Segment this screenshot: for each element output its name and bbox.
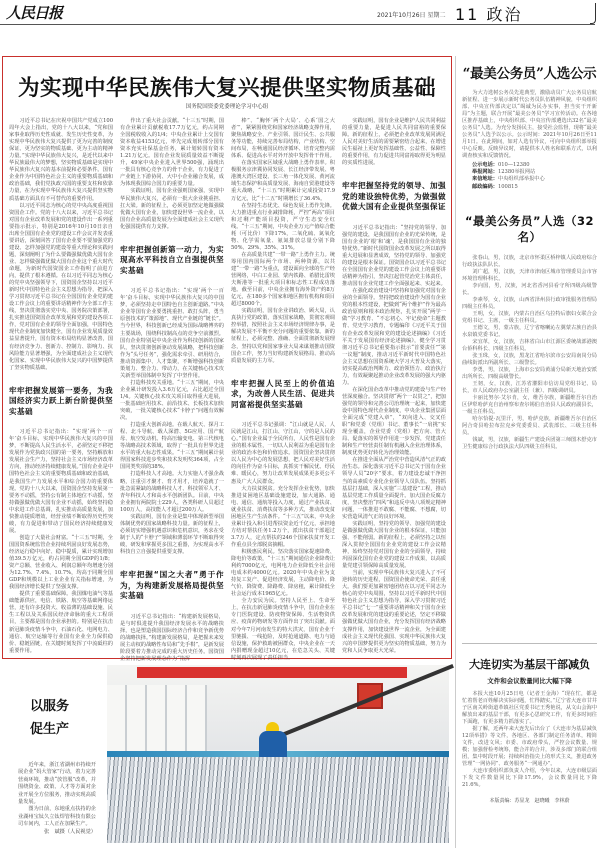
body-paragraph: 习近平总书记指出：“实现‘两个一百年’奋斗目标，实现中华民族伟大复兴的中国梦，必须坚持走中国特色自主创新道路。”中央企业等国有企业要勇挑重担、敢打头阵，勇当原创技术的“策源地”、现代产业链的“链长”。当今世界，科技创新已经成为国际战略博弈的主要战场，围绕科技制高点的竞争空前激烈。国有企业特别是中央企业作为科技创新的国家队，坚决贯彻创新驱动发展战略，把科技创新作为“头号任务”，强化需求牵引、研用结合，推动资源集中、人才集聚，不断增强科技创新策划力、整合力、带动力，在关键核心技术攻关新型举国体制中发挥了中坚作用。 (120, 288, 224, 379)
photo-helmet (266, 722, 279, 731)
body-paragraph: 全力安民为民。坚持人民至上、生命至上，在抗击新冠肺炎疫情斗争中，国有企业在专门医院建设、防疫物资保障、生活物资供应、疫苗药物研发等方面作出了突出贡献。面对今年7月河南发生的特大洪灾，国有企业千里驰援、一线抢险，及时抢通道路、电力与通信设施，保护救助被困群众，中央企业在一天内捐赠现金超过10亿元，在危急关头、关键时刻再次展现了责任担当。 (231, 598, 335, 661)
body-paragraph: 实践证明，国有企业讲政治、顾大局，认真执行党的政策，落实国家战略，贯彻宏观调控举措，按照社会主义市场经济规律办事，是解决发展不平衡不充分问题的重要依靠。新的征程上，必须完整、准确、全面贯彻新发展理念，坚持以党和国家事业大局来谋划推动国资国企工作，努力当好构建新发展格局、推动高质量发展的主力军。 (231, 308, 335, 364)
body-paragraph: 在推进全面从严治党中营造风清气正的政治生态。深化落实习近平总书记关于国有企业领导人员“20字”要求，着力建设忠诚干净担当的高素质专业化企业领导人员队伍。坚持抓基层打基础，深入实施“三基建设”工程，推动基层党建工作质量全面提升。加大国企反腐力度，坚决整治“四风”和违反中央八项规定精神问题，一体推进不敢腐、不能腐、不想腐，切实营造风清气正的良好环境。 (342, 457, 446, 520)
candidate-entry: 王德文，男，蒙古族，辽宁省喀喇沁左翼蒙古族自治县水泉镇党委书记。 (462, 324, 597, 338)
body-paragraph: 创造了大量社会财富。“十三五”时期，全国国资系统监管企业持续巩固良好发展态势，经济运行稳中向好、稳中提质，累计实现增加值39.5万亿元，约占同期全国GDP的1/8；资产总额、营业收入、利润总额年均增速分别为12.7%、7.4%、10.7%，均高于同期全国GDP和规模以上工业企业有关指标增速，为我国经济增长提供了坚强支撑。 (9, 534, 113, 591)
candidate-entry: 宋宜革，女，汉族，吉林省白山市江源区委统战部港澳台侨科科长、四级主任科员。 (462, 338, 597, 352)
masthead-corner-rule (590, 3, 596, 24)
right-column (462, 56, 597, 804)
notice-contacts (462, 162, 597, 191)
candidate-entry: 张春山，男，汉族，北京市怀柔区桥梓镇人民政府综合行政执法队队长。 (462, 254, 597, 268)
body-paragraph: 实践证明，国有企业强则国家强，实现中华民族伟大复兴，必须有一批大企业挑重担、扛大梁。新的征程上，必须更加坚定地做强做优做大国有企业，加快建设世界一流企业，以国有企业高质量发展为全面建成社会主义现代化强国提供有力支撑。 (120, 188, 224, 230)
body-paragraph: 在深化国企改革中推动党的建设与生产经营深度融合。坚决贯彻“两个一以贯之”，把加强党的领导和完善公司治理统一起来，加快建设中国特色现代企业制度，中央企业集团层面全面完成“党建入章”，“双向进入、交叉任职”和党委（党组）书记、董事长“一肩挑”实现全覆盖，企业党委（党组）把方向、管大局、促落实的领导作用进一步发挥，党建责任制和生产经营责任制有机融入企业治理体系，制度优势更好转化为治理效能。 (342, 386, 446, 457)
candidate-entry: 李素琴，女，汉族，山西省泽州县行政审批服务管理局四级主任科员。 (462, 296, 597, 310)
dalian-body (462, 691, 597, 789)
body-paragraph: 在落实国家区域重大战略上勇作表率。积极服务京津冀协同发展、长江经济带发展、粤港澳大湾区建设、长三角一体化发展、黄河流域生态保护和高质量发展、海南自贸港建设等重大战略，“十三五”时期累计完成投资17.9万亿元，比“十二五”时期增长了36.4%。 (231, 160, 335, 202)
section-divider (462, 643, 597, 644)
section-name: 政治 (486, 5, 523, 24)
dalian-headline: 大连切实为基层干部减负 (469, 657, 590, 671)
contact-value: 12380举报网站 (497, 169, 536, 176)
photo-worker (259, 731, 287, 759)
page-number: 11 (455, 5, 480, 24)
candidate-entry: 王韧，女，汉族，江苏省灌阳市信访局党组书记、局长，市人民政府办公室副主任（兼）、四级调研员。 (462, 380, 597, 394)
candidate-entry: 哈尔恰提·瓦里汗，男，哈萨克族，新疆维吾尔自治区阿合奇县哈拉布拉克乡党委委员、武装部长、三级主任科员。 (462, 415, 597, 436)
candidate-entry: 李勇，男，汉族，上海市公安局黄浦分局新天地治安派出所所长、四级高级警长。 (462, 366, 597, 380)
body-paragraph: 习近平总书记指出：“坚持党的领导、加强党的建设，是我国国有企业的光荣传统，是国有企业的‘根’和‘魂’，是我国国有企业的独特优势。”新时代国资国企改革发展之所以取得重大进展和显著成效，坚持党的领导、加强党的建设是根本保证。国资国企以习近平总书记在全国国有企业党的建设工作会议上的重要讲话精神为指引，坚决扛起管党治党主体责任，推动国有企业党建工作全面强起来、实起来。 (342, 224, 446, 288)
contact-value: 中央组织部举报中心 (497, 176, 545, 183)
contact-row (472, 176, 597, 183)
contact-label: 公示电话： (472, 162, 498, 168)
photo-credit: 张 斌摄（人民视觉） (44, 828, 96, 835)
body-paragraph: 以习近平同志为核心的党中央高度重视国资国企工作。党的十八大以来，习近平总书记对国有企业改革发展和党的建设作出一系列重要指示批示，特别是2016年10月10日亲自出席全国国有企业党的建设工作会议并发表重要讲话，深刻回答了国有企业要不要加强党的建设、怎样加强党的建设等重大理论和实践问题，深刻阐明了为什么要做强做优做大国有企业、怎样做强做优做大国有企业这个重大时代命题，为新时代国资国企工作指明了前进方向，提供了根本遵循。在以习近平同志为核心的党中央坚强领导下，国资国企坚持以习近平新时代中国特色社会主义思想为指导，把深入学习贯彻习近平总书记在全国国有企业党的建设工作会议上的重要讲话精神作为全部工作主线，坚决贯彻落实党中央、国务院决策部署，扎实推进国资国企改革发展和党的建设各项工作，党对国有企业的领导全面加强，中国特色现代企业制度加快健全，国有企业发展质量效益显著提升，国有资本布局结构显著改善，国有经济竞争力、创新力、控制力、影响力、抗风险能力显著增强，为全面建成社会主义现代化国家、实现中华民族伟大复兴的中国梦提供了坚实物质基础。 (9, 202, 113, 371)
section-heading: 牢牢把握“国之大者”勇于作为，为构建新发展格局提供坚实基础 (120, 570, 224, 601)
newspaper-logo: 人民日报 (6, 4, 63, 22)
headline-line: 促生产 (30, 722, 70, 737)
contact-label: 邮政编码： (472, 183, 498, 190)
candidate-entry: 卡丽比努尔·艾尔肯，女，维吾尔族，新疆维吾尔自治区伊犁哈萨克自治州察布查尔锡伯自治县人民政府副县长，一级主任科员。 (462, 394, 597, 415)
body-paragraph: 实践证明，国有企业是集中体现新型举国体制优势的国家战略科技力量。新的征程上，必须切实增强机遇意识和危机意识，务求在受制于人的“卡脖子”领域和薄弱环节不断取得突破，研发和掌握更多国之重器，为实现高水平科技自立自强提供重要支撑。 (120, 513, 224, 555)
photo-crane-beam (137, 667, 407, 678)
body-paragraph: 提供了重要基础保障。我国煤电油气等基础能源供应，电信、铁路、航空等基础网络运营，还有许多投资大、收益薄的基础设施、民生工程以及关系国民经济命脉的重大工程项目，主要都是国有企业承担的。特别是在抗击新冠肺炎疫情斗争中，石油石化、电网电力、通信、航空运输等行业国有企业全力保供稳价、稳链固链，在关键时刻发挥了中流砥柱的重要作用。 (9, 591, 113, 654)
body-paragraph: 在强化政治建设中坚持和加强党对国有企业的全面领导。坚持把政治建设作为国有企业党的根本性建设，把做到“两个维护”作为最高政治原则和根本政治规矩，扎实开展“两学一做”学习教育、“不忘初心、牢记使命”主题教育、党史学习教育，专题编印《习近平关于国有企业改革发展和党的建设论述摘编》《习近平关于发展国有经济论述摘编》，健全学习贯彻习近平总书记重要指示批示“首要责任”“第一议题”制度，推动习近平新时代中国特色社会主义思想在国资系统大学习大普及大落实，切实提高政治判断力、政治领悟力、政治执行力，有效凝聚起推动企业改革发展的强大内驱力。 (342, 288, 446, 386)
contact-label: 举报网站： (472, 169, 498, 176)
article-column-1 (9, 118, 113, 654)
headline-line: 以服务 (30, 699, 70, 714)
photo-caption (18, 762, 96, 836)
lead-article (2, 56, 452, 662)
candidate-entry: 钱斌，男，汉族，新疆生产建设兵团第三师图木舒克市卫生健康综合行政执法大队四级主任科员。 (462, 436, 597, 450)
body-paragraph: 实践证明，坚持党的领导、加强党的建设是做强做优做大国有企业的根本保证，只能加强、不能削弱。新的征程上，必须坚持之以恒深入贯彻全国国有企业党的建设工作会议精神，始终坚持党对国有企业的全面领导，持续巩固深化国有企业党的建设工作成果，以高质量党建引领保障高质量发展。 (342, 520, 446, 570)
article-column-2 (120, 118, 224, 662)
candidates-list (462, 255, 597, 637)
page-label (455, 2, 522, 25)
body-paragraph: 打造重大创新高地。在载人航天、探月工程、北斗导航、载人深潜、5G应用、国产航母、航空发动机、特高压输变电、第三代核电等战略高技术领域，取得了一批具有世界先进水平的重大标志性成果。“十三五”期间累计获得国家科技进步奖和技术发明奖364项，占全国同类奖项的38%。 (120, 422, 224, 471)
body-paragraph: 习近平总书记强调：“江山就是人民、人民就是江山，打江山、守江山，守的是人民的心。”国有企业属于全民所有，人民性是国有企业的根本属性，一切以人民利益为重是国有企业的政治本色和价值追求。国资国企坚决贯彻以人民为中心的发展思想，把人民对美好生活的向往作为奋斗目标，真抓实干解民忧、纾民难、暖民心，努力让改革发展成果更多更公平惠及广大人民群众。 (231, 422, 335, 485)
contact-row (472, 184, 597, 191)
body-paragraph: 大力扶贫脱贫。充分发挥企业优势，加快推进贫困地区基础设施建设，加大通路、通电、通信、通航等投入力度，通过产业扶贫、就业扶贫、消费扶贫等多种方式，推动改变贫困地区生产生活条件。“十三五”以来，中央企业累计投入和引进帮扶资金近千亿元，承担地方结对帮扶任务1.2万个，派出扶贫干部超过3.7万人，定点帮扶的246个国家扶贫开发工作重点县全部脱贫摘帽。 (231, 485, 335, 548)
caption-paragraph: 近年来，浙江省湖州市持续开展企业“妈大管家”行动，着力完善营商环境，推动“放管服”改革，并围绕资金、政策、人才等方面对企业开展全方位服务，推动实现高质量发展。 (18, 762, 96, 806)
factory-photo (107, 665, 449, 843)
notice-headline: “最美公务员”人选公示 (462, 66, 597, 82)
body-paragraph: 习近平总书记指出：“构建新发展格局，是与时俱进提升我国经济发展水平的战略抉择，也是塑造我国国际经济合作和竞争新优势的战略抉择。”构建新发展格局，是把握未来发展主动权的战略性布局和“先手棋”，是新发展阶段要着力推动完成的重大历史任务。国资国企坚持把新发展理念作为“指挥 (120, 613, 224, 662)
candidate-entry: 张玉珠，女，汉族，黑龙江省哈尔滨市公安局南岗分局曲线街派出所副所长、三级警长。 (462, 352, 597, 366)
body-paragraph: 打造科技攻关重地。“十三五”期间，中央企业累计研发投入3.6万亿元，占比超过全国1/4。关键核心技术攻关项目取得重大进展，一批基础应用技术、前沿技术、长板技术加快突破，一批关键核心技术“卡脖子”问题有效解决。 (120, 379, 224, 422)
contact-label: 来信地址： (472, 176, 498, 183)
body-paragraph: 打造科技人才高地。大力实施人才强企战略，注重引才聚才、育才用才，培养造就了一批急需紧缺的战略科技人才、科技领军人才、青年科技人才和高水平创新团队。目前，中央企业拥有两院院士229人，各类科研人员超过100万人，高技能人才超过200万人。 (120, 471, 224, 513)
caption-paragraph: 图为日前，东地重点扶持的企业湖州宝钛久立钛焊管科技有限公司车间内，工人正在加紧生产。 (18, 806, 96, 828)
dalian-paragraph: 本报大连10月25日电（记者王金海）“现在忙，都是忙着帮老百姓解决实际问题，忙得踏实。”辽宁省大连市甘井子区南关岭街道革镇社区党委书记王秀艳说，从文山会海中解放出来的基层干部，有更多心思研究工作，有更多时间往下面跑，有更多精力抓落实了。 (462, 690, 597, 725)
body-paragraph: 棒”、“胸怀‘两个大局’、心系‘国之大者’”，紧紧围绕党和国家经济战略支撑作用，聚焦战略安全、产业引领、国计民生、公共服务等功能，持续完善布局结构，产业结构、空间布局，在畅通国民经济循环、培育完整内需体系、促进高水平对外开放中发挥骨干作用。 (231, 118, 335, 160)
dalian-paragraph: 据了解，近两年来大连先后出台了《大连市为基层减负12项举措》等文件，各地区、各部门制定任务清单，精简文件，改进文风；市委、市政府带头，严控会议数量、规模；加强督检考统筹，能合并的合并，涉及多部门的联合组团，集中时段开展；持续纠治指尖上的形式主义，推进政务管理“一网协同”、政务服务“一网通办”。 (462, 725, 597, 767)
candidates-headline: “最美公务员”人选（32名） (464, 213, 595, 244)
column-divider (455, 56, 456, 848)
candidate-entry: 刘广超，男，汉族，天津市津南区城市管理委员会市容环境管理科科长。 (462, 268, 597, 282)
article-column-4 (342, 118, 446, 654)
section-heading: 牢牢把握发展第一要务，为我国经济实力跃上新台阶提供坚实基础 (9, 385, 113, 416)
article-byline: 国务院国资委党委理论学习中心组 (185, 104, 269, 110)
article-column-3 (231, 118, 335, 661)
candidate-entry: 王明，女，汉族，内蒙古自治区乌拉特后旗妇女联合会党组书记、主席，一级主任科员。 (462, 310, 597, 324)
dalian-subheadline: 文件和会议数量同比大幅下降 (487, 676, 572, 685)
notice-text (462, 90, 597, 160)
body-paragraph: 积极惠民利民。坚决落实国家提速降费、降电价等政策，“十三五”期间通信企业降费让利约7000亿元，电网电力企业降低全社会用电成本约4000亿元。2020年中央企业为支持复工复产、促进经济发展，主动降电价、降气价、降资费、降路费、降房租，累计降低全社会运行成本1965亿元。 (231, 548, 335, 598)
issue-date: 2021年10月26日 星期二 (377, 12, 446, 19)
photo-metal-sheets (107, 757, 449, 843)
candidate-entry: 李向国，男，汉族，河北省香河县看守所四级高级警长。 (462, 282, 597, 296)
body-paragraph: 习近平总书记在庆祝中国共产党成立100周年大会上指出，党的十八大以来，“党和国家事业取得历史性成就、发生历史性变革，为实现中华民族伟大复兴提供了更为完善的制度保证、更为坚实的物质基础、更为主动的精神力量。”实现中华民族伟大复兴，是近代以来中华民族最伟大的梦想，坚实物质基础是实现中华民族伟大复兴的基本前提和必要条件。国有企业作为中国特色社会主义的重要物质基础和政治基础，我们党执政兴国的重要支柱和依靠力量，在为实现中华民族伟大复兴提供坚实物质基础方面具有不可替代的重要作用。 (9, 118, 113, 202)
article-headline: 为实现中华民族伟大复兴提供坚实物质基础 (17, 76, 436, 101)
section-heading: 牢牢把握创新第一动力，为实现高水平科技自立自强提供坚实基础 (120, 244, 224, 275)
body-paragraph: 实践证明，国有企业是维护人民共同利益的重要力量，是促进人民共同富裕的重要保障。新的征程上，必须把企业改革发展同满足人民对美好生活的需要紧密结合起来，在增进民生福祉上更好发挥基础性、公益性、保障性的重要作用，有力促进共同富裕取得更为明显的实质性进展。 (342, 118, 446, 167)
body-paragraph: 习近平总书记指出：“实现‘两个一百年’奋斗目标，实现中华民族伟大复兴的中国梦，不断提高人民生活水平，必须坚定不移把发展作为党执政兴国的第一要务，坚持解放和发展社会生产力，坚持社会主义市场经济改革方向，推动经济持续健康发展。”国有企业是中国特色社会主义的重要物质基础和政治基础，是我国生产力发展水平和综合国力的重要体现。党的十八大以来，国资国企坚持发展第一要务不动摇，坚持公有制主体地位不动摇，坚持做强做优做大国有企业不动摇，始终坚持稳中求进工作总基调，扎实推动高质量发展，加快推动提质增效，经营业绩不断取得历史性突破，有力促进和带动了国民经济持续健康发展。 (9, 429, 113, 534)
body-paragraph: 作出了重大社会贡献。“十三五”时期，国有企业累计贡献税收17.7万亿元，约占同期全国税收收入的1/4；中央企业累计上交国有资本收益4153亿元，率先完成划转部分国有资本充实社保基金任务，累计划转国有资本1.21万亿元。国有企业发展质量效益不断提升，49家中央企业进入世界500强，涌现出一批具有核心竞争力的骨干企业，有力促进了产业链上下游协同、大中小企业融合发展，成为体现我国综合国力的重要力量。 (120, 118, 224, 188)
contact-value: 100815 (497, 183, 518, 190)
section-heading: 牢牢把握人民至上的价值追求，为改善人民生活、促进共同富裕提供坚实基础 (231, 378, 335, 409)
body-paragraph: 在坚持生态优先、绿色发展上勇作先锋。大力推进重点行业减排降耗，严控“两高”项目和过剩产能项目投资，严守生态安全红线。“十三五”期间，中央企业万元产值综合能耗（可比价）下降17%，二氧化硫、氮氧化物、化学需氧量、氨氮排放总量分别下降50%、29%、35%、31%。 (231, 202, 335, 251)
notice-paragraph: 为大力选树公务员先进典型，激励动员广大公务员启航新征程、进一步展示新时代公务员队伍精神风貌，中央组织部、中央宣传部决定以“竭诚为民办实事，担当实干开新局”为主题，联合开展“最美公务员”学习宣传活动。在各地区推荐基础上，中央组织部、中央宣传部遴选出32名“最美公务员”人选。为充分发扬民主，接受社会监督，现将“最美公务员”人选予以公示。公示时间：2021年10月26日至11月1日。在此期间，如对人选有异议，可向中央组织部举报中心反映。反映异议时，请提供本人姓名和联系方式，以利调查核实和反馈情况。 (462, 90, 597, 159)
body-paragraph: 当前，实现中华民族伟大复兴进入了不可逆转的历史进程，国资国企使命光荣、责任重大。我们要更加紧密地团结在以习近平同志为核心的党中央周围，坚持以习近平新时代中国特色社会主义思想为指导，深入学习贯彻习近平总书记“七一”重要讲话精神和关于国有企业改革发展和党的建设的重要论述，坚定不移做强做优做大国有企业，充分发挥国有经济战略支撑作用，加快建设世界一流企业，为全面建成社会主义现代化强国、实现中华民族伟大复兴的中国梦提供更为坚实的物质基础，努力为党和人民争取更大光荣。 (342, 570, 446, 654)
dalian-paragraph: 大连市委组织部负责人介绍，今年以来，大连市级层面下发文件数量同比下降17.9%，会议数量同比下降21.6%。 (462, 767, 597, 788)
section-heading: 牢牢把握坚持党的领导、加强党的建设独特优势，为做强做优做大国有企业提供坚强保证 (342, 181, 446, 212)
contact-value: 010—12380 (497, 162, 530, 168)
photo-feature-headline (30, 695, 90, 741)
masthead-divider (0, 24, 595, 25)
page-editors: 本版责编：苏显龙 赵晓曦 李林蔚 (489, 797, 570, 804)
body-paragraph: 在高质量共建“一带一路”上勇作主力。统筹用国内国际两个市场、两种资源，以共建“一带一路”为重点，建设面向全球的生产经营网络，中白工业园、蒙内铁路、希腊比雷埃夫斯港等一批重大项目和标志性工程成功落地。截至目前，中央企业拥有海外资产约8万亿元，在180多个国家和地区拥有机构和项目超过8000个。 (231, 251, 335, 308)
